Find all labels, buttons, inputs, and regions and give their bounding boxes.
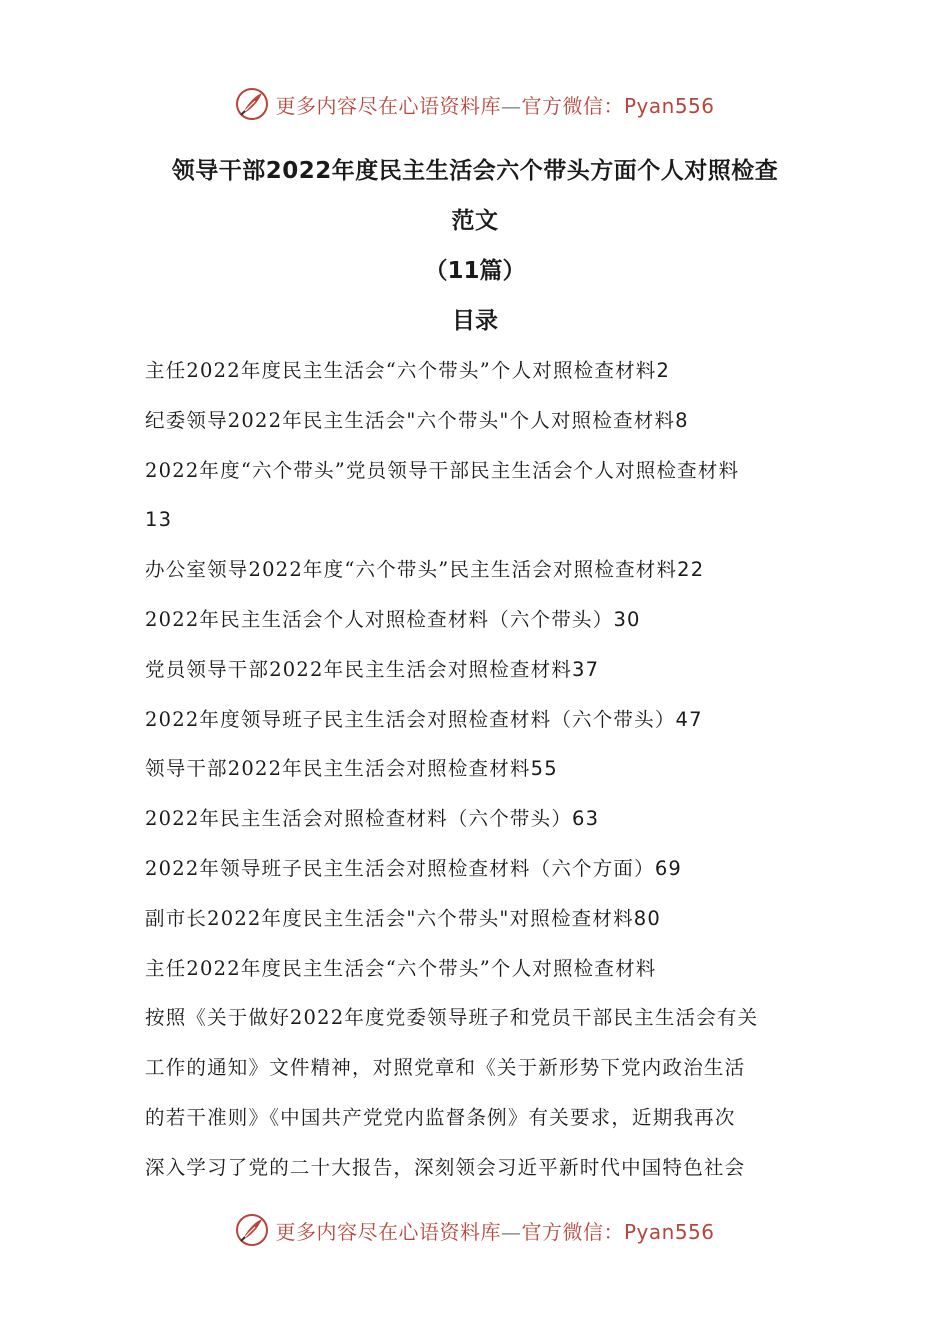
toc-item-page: 55 xyxy=(530,757,558,781)
footer-banner xyxy=(0,1210,950,1250)
section-title: 主任2022年度民主生活会“六个带头”个人对照检查材料 xyxy=(145,956,657,980)
banner-wechat-id: Pyan556 xyxy=(623,1219,715,1244)
toc-item-text: 办公室领导2022年度“六个带头”民主生活会对照检查材料 xyxy=(145,558,678,582)
toc-item-page: 47 xyxy=(675,707,703,731)
toc-item[interactable] xyxy=(145,844,805,894)
toc-item-text: 主任2022年度民主生活会“六个带头”个人对照检查材料 xyxy=(145,359,657,382)
banner-wechat-label: 官方微信： xyxy=(521,93,624,118)
toc-item-text: 纪委领导2022年民主生活会"六个带头"个人对照检查材料 xyxy=(145,408,676,432)
toc-item-page: 69 xyxy=(654,856,683,880)
toc-item[interactable] xyxy=(145,545,805,595)
body-paragraph xyxy=(145,993,805,1192)
body-line: 深入学习了党的二十大报告，深刻领会习近平新时代中国特色社会 xyxy=(145,1155,746,1179)
toc-item-page: 80 xyxy=(633,906,661,930)
article-count: （11篇） xyxy=(424,258,526,284)
banner-slogan: 更多内容尽在心语资料库 xyxy=(275,93,501,118)
toc-item-text: 2022年民主生活会对照检查材料（六个带头） xyxy=(145,807,573,831)
toc-item-text: 党员领导干部2022年民主生活会对照检查材料 xyxy=(145,657,573,681)
toc-item[interactable] xyxy=(145,346,805,396)
quill-pen-icon xyxy=(235,87,269,121)
toc-item-text: 领导干部2022年民主生活会对照检查材料 xyxy=(145,757,531,781)
banner-wechat-id: Pyan556 xyxy=(623,93,715,118)
document-body xyxy=(145,146,805,1193)
banner-separator: — xyxy=(500,93,522,118)
header-banner xyxy=(0,84,950,124)
banner-text xyxy=(275,90,714,119)
toc-item[interactable] xyxy=(145,595,805,645)
title-line-1: 领导干部2022年度民主生活会六个带头方面个人对照检查 xyxy=(171,158,779,184)
toc-item-page: 8 xyxy=(675,408,689,432)
toc-item[interactable] xyxy=(145,744,805,794)
toc-item-text: 2022年领导班子民主生活会对照检查材料（六个方面） xyxy=(145,856,655,880)
body-line: 的若干准则》《中国共产党党内监督条例》有关要求，近期我再次 xyxy=(145,1105,736,1129)
banner-wechat-label: 官方微信： xyxy=(521,1219,624,1244)
quill-pen-icon xyxy=(235,1213,269,1247)
toc-item[interactable] xyxy=(145,794,805,844)
toc-item-page: 63 xyxy=(572,807,600,831)
toc-item-text: 2022年度领导班子民主生活会对照检查材料（六个带头） xyxy=(145,707,676,731)
toc-item-text: 2022年民主生活会个人对照检查材料（六个带头） xyxy=(145,607,614,631)
toc-item-page: 13 xyxy=(145,508,173,532)
banner-separator: — xyxy=(500,1219,522,1244)
toc-item[interactable] xyxy=(145,446,805,496)
body-line: 按照《关于做好2022年度党委领导班子和党员干部民主生活会有关 xyxy=(145,1006,759,1030)
title-line-2: 范文 xyxy=(451,208,499,234)
banner-text xyxy=(275,1216,714,1245)
toc-item-page: 2 xyxy=(656,359,671,382)
toc-heading: 目录 xyxy=(452,308,498,334)
toc-item[interactable] xyxy=(145,495,805,545)
toc-item[interactable] xyxy=(145,894,805,944)
toc-item-page: 30 xyxy=(613,607,641,631)
toc-item-text: 2022年度“六个带头”党员领导干部民主生活会个人对照检查材料 xyxy=(145,458,740,482)
banner-slogan: 更多内容尽在心语资料库 xyxy=(275,1219,501,1244)
document-title xyxy=(125,146,825,246)
toc-item-page: 22 xyxy=(677,558,705,582)
toc-item[interactable] xyxy=(145,645,805,695)
toc-item-page: 37 xyxy=(572,657,600,681)
toc-item[interactable] xyxy=(145,695,805,745)
toc-item-text: 副市长2022年度民主生活会"六个带头"对照检查材料 xyxy=(145,906,634,930)
body-line: 工作的通知》文件精神，对照党章和《关于新形势下党内政治生活 xyxy=(145,1056,746,1080)
table-of-contents xyxy=(145,346,805,944)
toc-item[interactable] xyxy=(145,396,805,446)
